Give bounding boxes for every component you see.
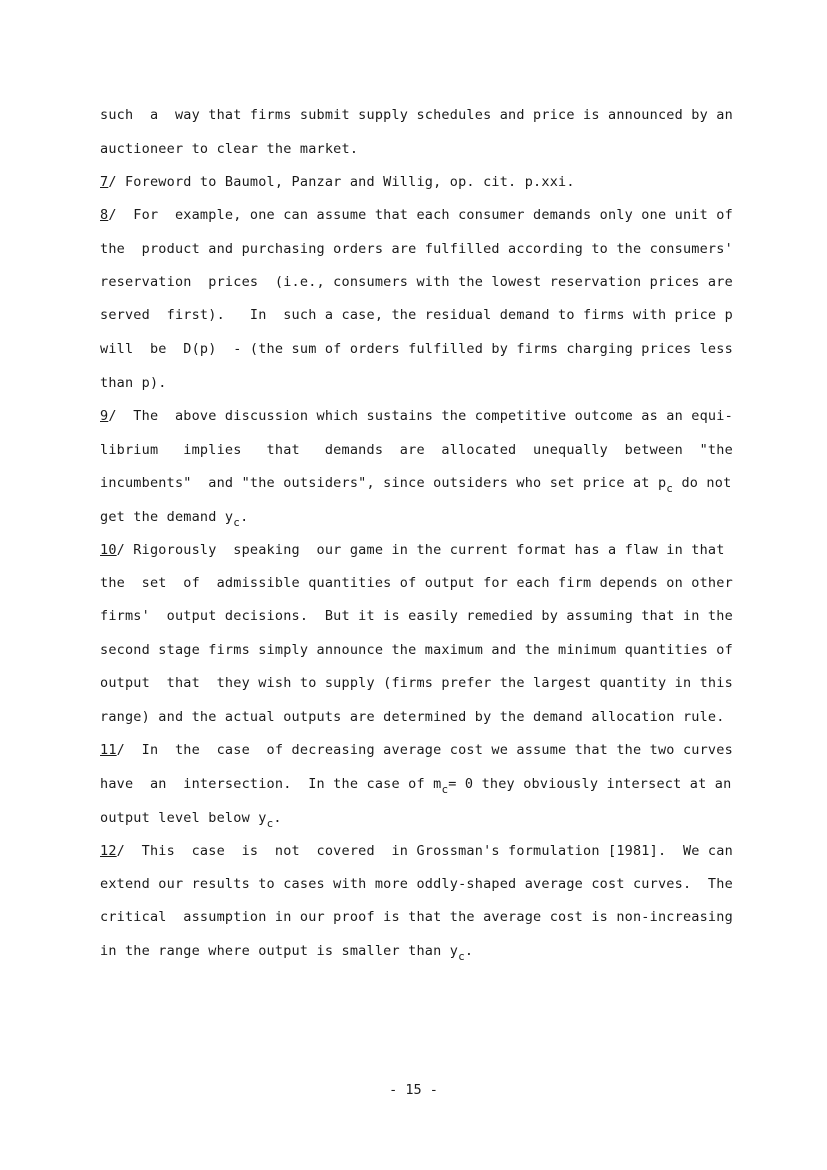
text-line: librium implies that demands are allocated unequally between "the: [100, 442, 733, 458]
text-segment: in the range where output is smaller than y: [100, 943, 459, 959]
text-line: than p).: [100, 375, 167, 391]
footnote-text: / This case is not covered in Grossman's formulation [1981]. We can: [116, 843, 733, 859]
text-line: firms' output decisions. But it is easily remedied by assuming that in the: [100, 608, 733, 624]
footnote-7: [100, 173, 739, 191]
footnote-number: 9: [100, 408, 109, 424]
text-line: will be D(p) - (the sum of orders fulfilled by firms charging prices less: [100, 341, 733, 357]
footnote-number: 11: [100, 742, 117, 758]
text-line: output that they wish to supply (firms prefer the largest quantity in this: [100, 675, 733, 691]
subscript: c: [266, 817, 274, 830]
footnote-text: / In the case of decreasing average cost we assume that the two curves: [116, 742, 733, 758]
text-line: [100, 942, 739, 966]
footnote-number: 8: [100, 207, 109, 223]
footnote-number: 12: [100, 843, 117, 859]
text-segment: do not: [673, 475, 732, 491]
text-line: extend our results to cases with more oddly-shaped average cost curves. The: [100, 876, 733, 892]
footnote-text: / Rigorously speaking our game in the current format has a flaw in that: [116, 542, 725, 558]
subscript: c: [458, 950, 465, 963]
text-segment: incumbents" and "the outsiders", since outsiders who set price at p: [100, 475, 667, 491]
text-line: such a way that firms submit supply schedules and price is announced by an: [100, 107, 733, 123]
text-line: range) and the actual outputs are determined by the demand allocation rule.: [100, 709, 725, 725]
text-line: the product and purchasing orders are fulfilled according to the consumers': [100, 241, 733, 257]
footnote-text: / The above discussion which sustains the competitive outcome as an equi-: [108, 408, 733, 424]
text-segment: output level below y: [100, 810, 267, 826]
text-line: auctioneer to clear the market.: [100, 141, 359, 157]
text-line: [100, 809, 739, 833]
subscript: c: [233, 516, 241, 529]
text-segment: have an intersection. In the case of m: [100, 776, 442, 792]
text-line: second stage firms simply announce the maximum and the minimum quantities of: [100, 642, 733, 658]
text-segment: .: [240, 509, 249, 525]
text-segment: .: [464, 943, 474, 959]
page-number: - 15 -: [389, 1082, 438, 1098]
text-line: [100, 775, 739, 799]
footnote-12: [100, 842, 739, 860]
footnote-9: [100, 407, 739, 425]
text-line: critical assumption in our proof is that the average cost is non-increasing: [100, 909, 733, 925]
subscript: c: [441, 783, 449, 796]
footnote-8: [100, 206, 739, 224]
footnote-number: 10: [100, 542, 117, 558]
text-segment: .: [273, 810, 282, 826]
text-line: [100, 474, 739, 498]
text-line: served first). In such a case, the residual demand to firms with price p: [100, 307, 733, 323]
footnote-11: [100, 741, 739, 759]
footnote-text: / For example, one can assume that each consumer demands only one unit of: [108, 207, 733, 223]
text-line: the set of admissible quantities of output for each firm depends on other: [100, 575, 733, 591]
footnote-10: [100, 541, 739, 559]
text-line: [100, 508, 739, 532]
footnote-number: 7: [100, 174, 109, 190]
footnote-text: / Foreword to Baumol, Panzar and Willig, op. cit. p.xxi.: [108, 174, 575, 190]
text-line: reservation prices (i.e., consumers with the lowest reservation prices are: [100, 274, 733, 290]
text-segment: get the demand y: [100, 509, 234, 525]
text-segment: = 0 they obviously intersect at an: [448, 776, 732, 792]
subscript: c: [666, 482, 674, 495]
